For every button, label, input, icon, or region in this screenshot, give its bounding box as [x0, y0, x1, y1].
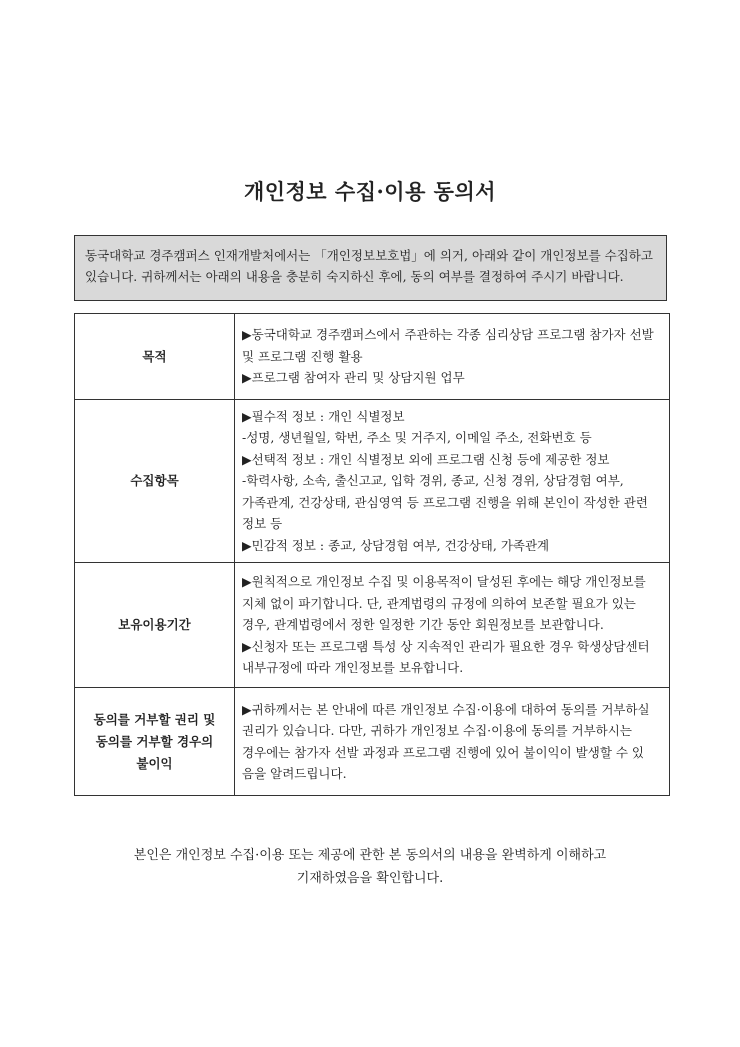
row-content-retention — [235, 563, 670, 688]
row-label-items — [75, 400, 235, 563]
content-line: ▶신청자 또는 프로그램 특성 상 지속적인 관리가 필요한 경우 학생상담센터 — [242, 638, 650, 654]
content-line: ▶프로그램 참여자 관리 및 상담지원 업무 — [242, 370, 465, 386]
table-row-retention — [75, 563, 670, 688]
content-line: 경우, 관계법령에서 정한 일정한 기간 동안 회원정보를 보관합니다. — [242, 617, 604, 633]
table-row-items — [75, 400, 670, 563]
content-line: 경우에는 참가자 선발 과정과 프로그램 진행에 있어 불이익이 발생할 수 있 — [242, 744, 644, 760]
content-line: 지체 없이 파기합니다. 단, 관계법령의 규정에 의하여 보존할 필요가 있는 — [242, 595, 636, 611]
notice-line: 있습니다. 귀하께서는 아래의 내용을 충분히 숙지하신 후에, 동의 여부를 결정하여 주시기 바랍니다. — [85, 269, 624, 284]
content-line: -성명, 생년월일, 학번, 주소 및 거주지, 이메일 주소, 전화번호 등 — [242, 430, 592, 446]
row-content-refusal — [235, 688, 670, 796]
content-line: ▶민감적 정보 : 종교, 상담경험 여부, 건강상태, 가족관계 — [242, 537, 550, 553]
content-line: 정보 등 — [242, 516, 283, 532]
notice-line: 동국대학교 경주캠퍼스 인재개발처에서는 「개인정보보호법」에 의거, 아래와 같이 개인정보를 수집하고 — [85, 248, 653, 263]
document-title: 개인정보 수집·이용 동의서 — [243, 179, 497, 204]
row-label-text: 동의를 거부할 권리 및 — [93, 711, 216, 727]
row-label-text: 보유이용기간 — [118, 617, 191, 632]
content-line: 및 프로그램 진행 활용 — [242, 348, 363, 364]
notice-box — [74, 235, 667, 301]
content-line: ▶필수적 정보 : 개인 식별정보 — [242, 408, 405, 424]
content-line: -학력사항, 소속, 출신고교, 입학 경위, 종교, 신청 경위, 상담경험 여부, — [242, 473, 624, 489]
confirmation-line: 본인은 개인정보 수집·이용 또는 제공에 관한 본 동의서의 내용을 완벽하게 이해하고 — [133, 848, 607, 863]
content-line: ▶선택적 정보 : 개인 식별정보 외에 프로그램 신청 등에 제공한 정보 — [242, 451, 610, 467]
confirmation-line: 기재하였음을 확인합니다. — [296, 871, 444, 886]
table-row-purpose — [75, 314, 670, 400]
row-label-text: 수집항목 — [130, 473, 179, 488]
row-content-items — [235, 400, 670, 563]
row-content-purpose — [235, 314, 670, 400]
content-line: 내부규정에 따라 개인정보를 보유합니다. — [242, 660, 464, 676]
content-line: ▶귀하께서는 본 안내에 따른 개인정보 수집·이용에 대하여 동의를 거부하실 — [242, 701, 650, 717]
consent-table — [74, 313, 670, 796]
confirmation-statement — [0, 844, 740, 890]
content-line: 가족관계, 건강상태, 관심영역 등 프로그램 진행을 위해 본인이 작성한 관련 — [242, 494, 648, 510]
row-label-purpose — [75, 314, 235, 400]
row-label-refusal — [75, 688, 235, 796]
row-label-retention — [75, 563, 235, 688]
row-label-text: 동의를 거부할 경우의 — [95, 733, 214, 749]
row-label-text: 목적 — [142, 348, 167, 364]
content-line: ▶원칙적으로 개인정보 수집 및 이용목적이 달성된 후에는 해당 개인정보를 — [242, 574, 646, 590]
content-line: ▶동국대학교 경주캠퍼스에서 주관하는 각종 심리상담 프로그램 참가자 선발 — [242, 327, 654, 343]
row-label-text: 불이익 — [136, 755, 173, 771]
content-line: 권리가 있습니다. 다만, 귀하가 개인정보 수집·이용에 동의를 거부하시는 — [242, 723, 632, 738]
table-row-refusal — [75, 688, 670, 796]
content-line: 음을 알려드립니다. — [242, 766, 347, 781]
